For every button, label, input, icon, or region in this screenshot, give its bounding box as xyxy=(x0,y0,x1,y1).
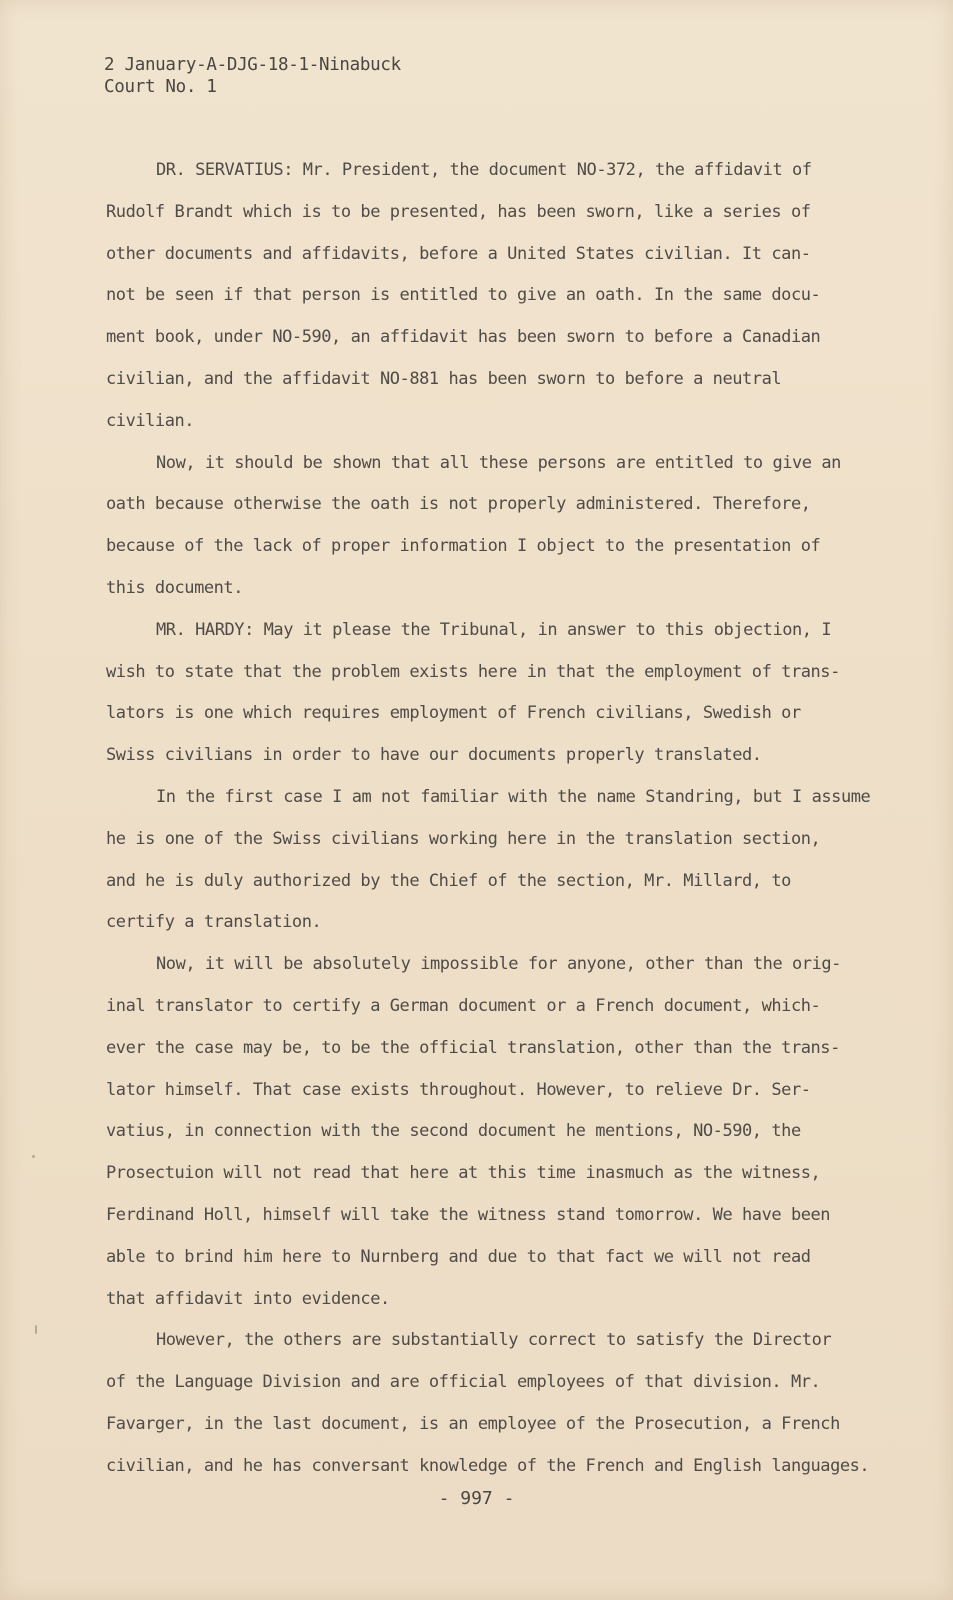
transcript-line: lators is one which requires employment of French civilians, Swedish or xyxy=(106,703,801,724)
transcript-line: Now, it should be shown that all these persons are entitled to give an xyxy=(156,452,841,473)
transcript-line: and he is duly authorized by the Chief of the section, Mr. Millard, to xyxy=(106,870,791,891)
transcript-line: able to brind him here to Nurnberg and due to that fact we will not read xyxy=(106,1246,811,1267)
transcript-line: because of the lack of proper information I object to the presentation of xyxy=(106,536,821,557)
transcript-line: Ferdinand Holl, himself will take the witness stand tomorrow. We have been xyxy=(106,1204,831,1225)
transcript-line: ment book, under NO-590, an affidavit has been sworn to before a Canadian xyxy=(106,327,821,348)
transcript-line: lator himself. That case exists throughout. However, to relieve Dr. Ser- xyxy=(106,1079,811,1100)
paper-speck xyxy=(35,1325,37,1334)
header-line-session: 2 January-A-DJG-18-1-Ninabuck xyxy=(104,55,401,75)
transcript-line: this document. xyxy=(106,577,243,598)
transcript-line: However, the others are substantially correct to satisfy the Director xyxy=(156,1330,832,1351)
transcript-line: DR. SERVATIUS: Mr. President, the document NO-372, the affidavit of xyxy=(156,160,812,180)
transcript-line: that affidavit into evidence. xyxy=(106,1288,390,1309)
transcript-line: MR. HARDY: May it please the Tribunal, in answer to this objection, I xyxy=(156,619,832,640)
transcript-line: Swiss civilians in order to have our documents properly translated. xyxy=(106,745,762,766)
transcript-line: civilian. xyxy=(106,410,195,431)
transcript-line: ever the case may be, to be the official translation, other than the trans- xyxy=(106,1037,840,1058)
transcript-line: civilian, and the affidavit NO-881 has been sworn to before a neutral xyxy=(106,368,782,389)
page-number: - 997 - xyxy=(438,1488,515,1509)
transcript-line: Rudolf Brandt which is to be presented, has been sworn, like a series of xyxy=(106,201,811,222)
transcript-line: of the Language Division and are official employees of that division. Mr. xyxy=(106,1372,821,1393)
transcript-line: In the first case I am not familiar with the name Standring, but I assume xyxy=(156,786,871,807)
paper-speck xyxy=(32,1155,35,1158)
transcript-line: other documents and affidavits, before a United States civilian. It can- xyxy=(106,243,811,264)
transcript-line: Favarger, in the last document, is an employee of the Prosecution, a French xyxy=(106,1413,840,1434)
transcript-line: vatius, in connection with the second document he mentions, NO-590, the xyxy=(106,1121,801,1142)
transcript-line: not be seen if that person is entitled to give an oath. In the same docu- xyxy=(106,285,821,306)
header-line-court: Court No. 1 xyxy=(104,77,217,97)
transcript-line: oath because otherwise the oath is not properly administered. Therefore, xyxy=(106,494,811,515)
transcript-line: he is one of the Swiss civilians working here in the translation section, xyxy=(106,828,821,849)
transcript-body xyxy=(106,150,896,1488)
transcript-line: Prosectuion will not read that here at this time inasmuch as the witness, xyxy=(106,1163,821,1184)
transcript-line: certify a translation. xyxy=(106,912,322,933)
transcript-line: Now, it will be absolutely impossible for anyone, other than the orig- xyxy=(156,954,841,975)
transcript-line: civilian, and he has conversant knowledge of the French and English languages. xyxy=(106,1455,870,1476)
transcript-line: inal translator to certify a German document or a French document, which- xyxy=(106,995,821,1016)
document-header xyxy=(104,54,401,98)
transcript-line: wish to state that the problem exists here in that the employment of trans- xyxy=(106,661,840,682)
